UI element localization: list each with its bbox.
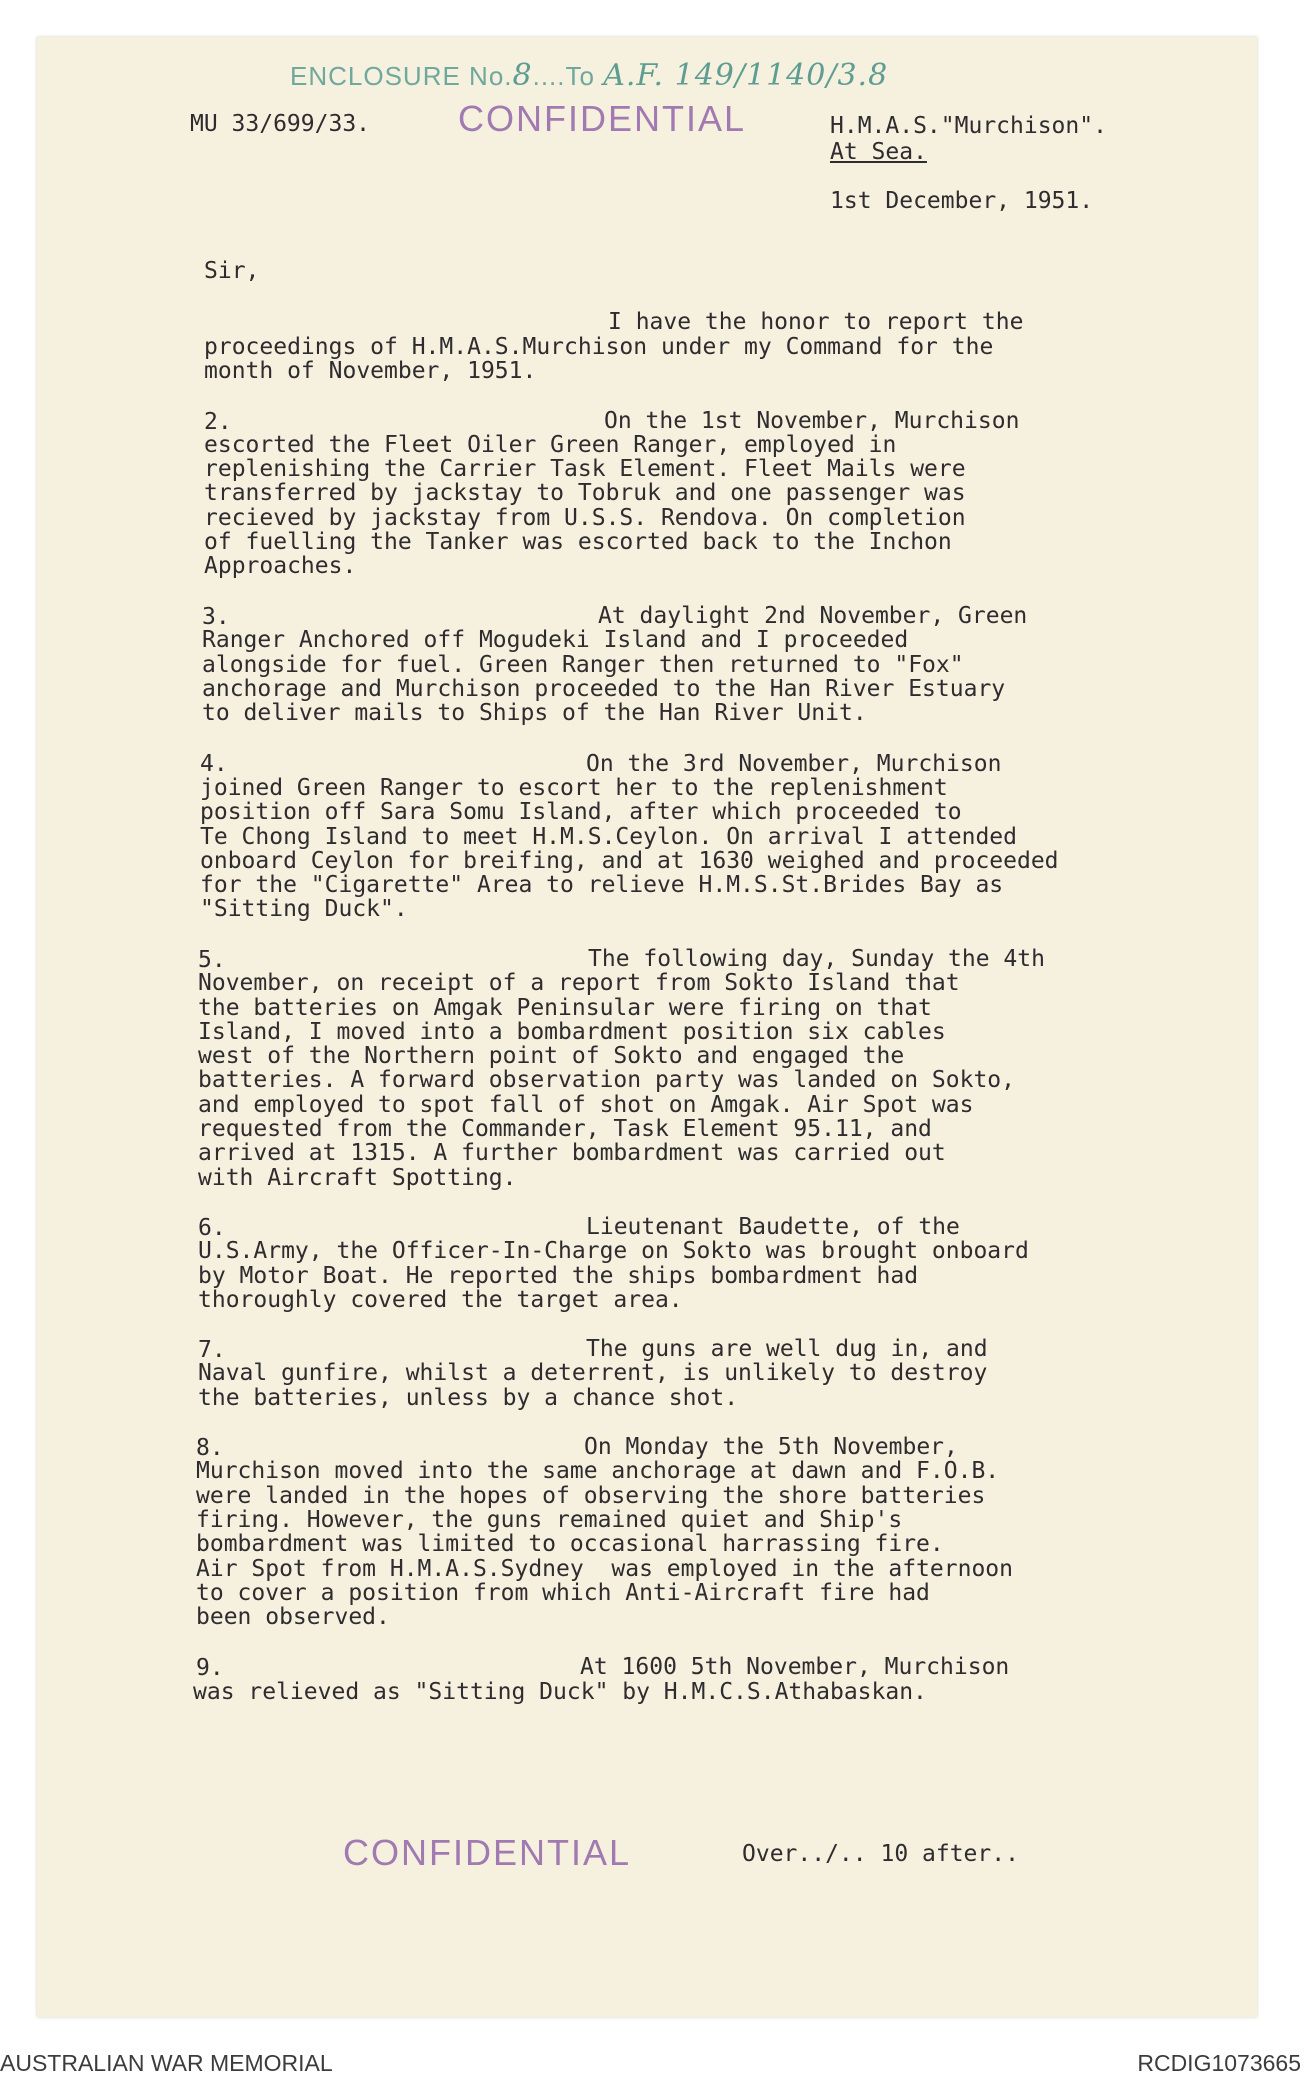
paragraph-9-number: 9. <box>196 1655 224 1681</box>
paragraph-8-line-4: firing. However, the guns remained quiet and Ship's <box>196 1507 903 1533</box>
enclosure-reference: A.F. 149/1140/3.8 <box>603 58 889 93</box>
paragraph-9-line-2: was relieved as "Sitting Duck" by H.M.C.S.Athabaskan. <box>193 1679 927 1705</box>
paragraph-7-number: 7. <box>198 1337 226 1363</box>
paragraph-2-line-5: recieved by jackstay from U.S.S. Rendova. On completion <box>204 505 966 531</box>
paragraph-7-line-3: the batteries, unless by a chance shot. <box>198 1385 739 1411</box>
paragraph-4-line-7: "Sitting Duck". <box>200 896 408 922</box>
paragraph-6-line-3: by Motor Boat. He reported the ships bombardment had <box>198 1263 919 1289</box>
paragraph-6-line-4: thoroughly covered the target area. <box>198 1287 683 1313</box>
paragraph-6-number: 6. <box>198 1215 226 1241</box>
archive-institution: AUSTRALIAN WAR MEMORIAL <box>0 2050 333 2076</box>
paragraph-5-line-6: batteries. A forward observation party was landed on Sokto, <box>198 1067 1015 1093</box>
enclosure-label: ENCLOSURE No. <box>290 61 513 91</box>
ship-name: H.M.A.S."Murchison". <box>830 113 1107 139</box>
paragraph-4-line-5: onboard Ceylon for breifing, and at 1630 weighed and proceeded <box>200 848 1059 874</box>
paragraph-7-line-2: Naval gunfire, whilst a deterrent, is unlikely to destroy <box>198 1360 988 1386</box>
paragraph-8-line-6: Air Spot from H.M.A.S.Sydney was employed in the afternoon <box>196 1556 1013 1582</box>
paragraph-4-line-1: On the 3rd November, Murchison <box>586 751 1002 777</box>
paragraph-5-line-10: with Aircraft Spotting. <box>198 1165 517 1191</box>
paragraph-2-line-6: of fuelling the Tanker was escorted back to the Inchon <box>204 529 952 555</box>
paragraph-8-line-8: been observed. <box>196 1604 390 1630</box>
letter-date: 1st December, 1951. <box>830 188 1094 214</box>
paragraph-8-line-3: were landed in the hopes of observing the shore batteries <box>196 1483 986 1509</box>
paragraph-3-line-5: to deliver mails to Ships of the Han River Unit. <box>202 700 867 726</box>
paragraph-4-line-4: Te Chong Island to meet H.M.S.Ceylon. On arrival I attended <box>200 824 1017 850</box>
confidential-stamp-top: CONFIDENTIAL <box>458 98 747 139</box>
paragraph-8-line-5: bombardment was limited to occasional harrassing fire. <box>196 1531 944 1557</box>
paragraph-3-line-1: At daylight 2nd November, Green <box>598 603 1028 629</box>
paragraph-8-number: 8. <box>196 1435 224 1461</box>
paragraph-5-line-1: The following day, Sunday the 4th <box>588 946 1045 972</box>
paragraph-5-line-3: the batteries on Amgak Peninsular were firing on that <box>198 995 932 1021</box>
paragraph-4-line-3: position off Sara Somu Island, after which proceeded to <box>200 799 962 825</box>
paragraph-5-number: 5. <box>198 947 226 973</box>
enclosure-to: To <box>565 61 595 91</box>
paragraph-1-line-2: proceedings of H.M.A.S.Murchison under my Command for the <box>204 334 994 360</box>
paragraph-2-line-1: On the 1st November, Murchison <box>604 408 1020 434</box>
paragraph-1-line-3: month of November, 1951. <box>204 358 537 384</box>
paragraph-8-line-7: to cover a position from which Anti-Aircraft fire had <box>196 1580 930 1606</box>
paragraph-3-line-4: anchorage and Murchison proceeded to the Han River Estuary <box>202 676 1006 702</box>
continuation-note: Over../.. 10 after.. <box>742 1841 1019 1867</box>
confidential-stamp-bottom: CONFIDENTIAL <box>343 1832 632 1873</box>
paragraph-3-line-3: alongside for fuel. Green Ranger then returned to "Fox" <box>202 652 964 678</box>
paragraph-4-line-2: joined Green Ranger to escort her to the replenishment <box>200 775 948 801</box>
paragraph-3-number: 3. <box>202 604 230 630</box>
paragraph-5-line-4: Island, I moved into a bombardment position six cables <box>198 1019 946 1045</box>
paragraph-5-line-5: west of the Northern point of Sokto and engaged the <box>198 1043 905 1069</box>
paragraph-2-line-7: Approaches. <box>204 553 357 579</box>
paragraph-5-line-9: arrived at 1315. A further bombardment was carried out <box>198 1140 946 1166</box>
paragraph-8-line-1: On Monday the 5th November, <box>584 1434 958 1460</box>
paragraph-3-line-2: Ranger Anchored off Mogudeki Island and I proceeded <box>202 627 909 653</box>
ship-location: At Sea. <box>830 139 927 165</box>
paragraph-2-line-3: replenishing the Carrier Task Element. Fleet Mails were <box>204 456 966 482</box>
paragraph-4-line-6: for the "Cigarette" Area to relieve H.M.S.St.Brides Bay as <box>200 872 1004 898</box>
paragraph-9-line-1: At 1600 5th November, Murchison <box>580 1654 1010 1680</box>
paragraph-7-line-1: The guns are well dug in, and <box>586 1336 988 1362</box>
paragraph-1-line-1: I have the honor to report the <box>608 309 1024 335</box>
paragraph-2-line-2: escorted the Fleet Oiler Green Ranger, employed in <box>204 432 897 458</box>
paragraph-2-number: 2. <box>204 409 232 435</box>
paragraph-6-line-2: U.S.Army, the Officer-In-Charge on Sokto was brought onboard <box>198 1238 1029 1264</box>
paragraph-5-line-2: November, on receipt of a report from Sokto Island that <box>198 970 960 996</box>
paragraph-2-line-4: transferred by jackstay to Tobruk and one passenger was <box>204 480 966 506</box>
paragraph-6-line-1: Lieutenant Baudette, of the <box>586 1214 960 1240</box>
paragraph-4-number: 4. <box>200 751 228 777</box>
enclosure-number: 8 <box>512 58 533 93</box>
paragraph-8-line-2: Murchison moved into the same anchorage at dawn and F.O.B. <box>196 1458 1000 1484</box>
document-reference: MU 33/699/33. <box>190 111 371 137</box>
paragraph-5-line-8: requested from the Commander, Task Element 95.11, and <box>198 1116 932 1142</box>
archive-item-id: RCDIG1073665 <box>1137 2050 1301 2076</box>
paragraph-5-line-7: and employed to spot fall of shot on Amgak. Air Spot was <box>198 1092 974 1118</box>
enclosure-stamp: ENCLOSURE No.8....To A.F. 149/1140/3.8 <box>290 58 889 93</box>
salutation: Sir, <box>204 258 260 284</box>
